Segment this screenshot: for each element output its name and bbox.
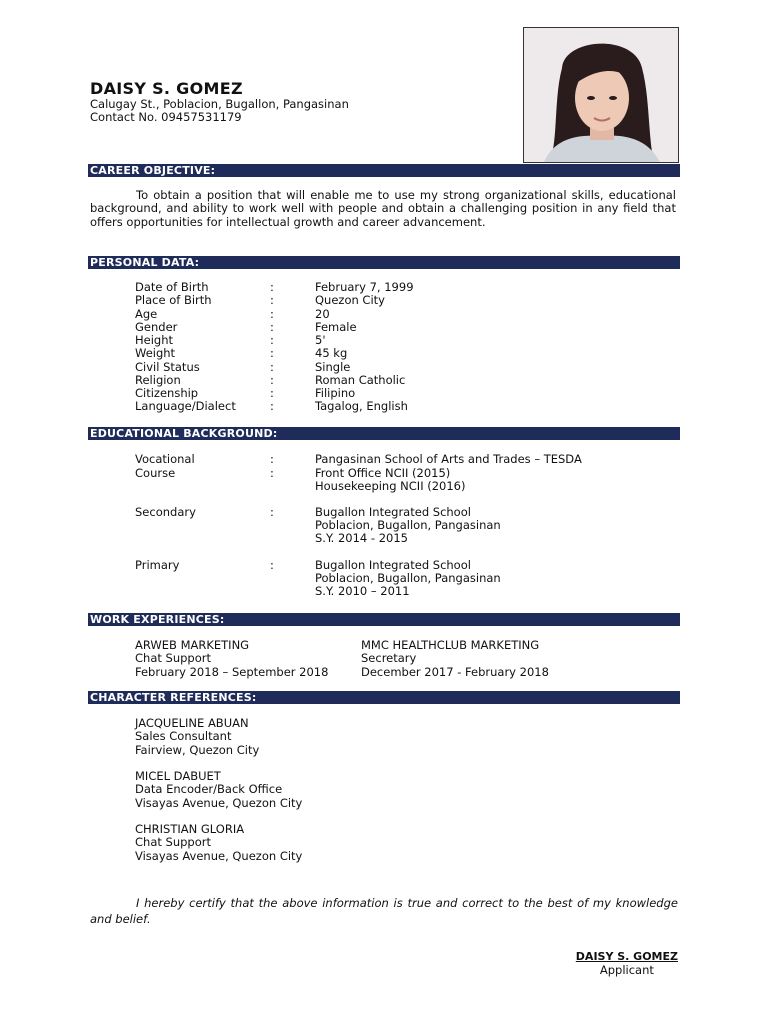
work-period: December 2017 - February 2018 [361,664,549,679]
row-label: Course [135,466,176,480]
row-label: Religion [135,373,181,387]
personal-data-row [135,347,655,360]
row-value: Tagalog, English [315,399,408,413]
row-separator: : [270,399,274,413]
reference-entry [135,770,302,810]
work-position: Secretary [361,651,417,666]
signature-role: Applicant [599,963,654,977]
row-label: Language/Dialect [135,399,236,413]
row-value: S.Y. 2010 – 2011 [315,584,410,598]
row-value: Front Office NCII (2015) [315,466,451,480]
row-label: Citizenship [135,386,199,400]
row-value: 45 kg [315,346,348,360]
personal-data-row [135,321,655,334]
reference-title: Chat Support [135,835,211,850]
signature-block [576,950,678,977]
work-period: February 2018 – September 2018 [135,664,329,679]
row-separator: : [270,320,274,334]
row-label: Weight [135,346,176,360]
row-separator: : [270,346,274,360]
applicant-name: DAISY S. GOMEZ [90,79,243,98]
contact-number: Contact No. 09457531179 [90,110,242,124]
signature-name: DAISY S. GOMEZ [575,950,678,963]
reference-entry [135,823,302,863]
row-separator: : [270,280,274,294]
personal-data-row [135,281,655,294]
row-separator: : [270,307,274,321]
row-label: Place of Birth [135,293,212,307]
personal-data-row [135,374,655,387]
row-label: Secondary [135,505,196,519]
row-value: Bugallon Integrated School [315,558,471,572]
reference-location: Visayas Avenue, Quezon City [135,848,303,863]
row-label: Gender [135,320,178,334]
row-label: Height [135,333,174,347]
reference-location: Visayas Avenue, Quezon City [135,795,303,810]
row-separator: : [270,386,274,400]
address: Calugay St., Poblacion, Bugallon, Pangasinan [90,97,349,111]
row-value: Quezon City [315,293,385,307]
personal-data-row [135,294,655,307]
reference-title: Sales Consultant [135,729,232,744]
row-value: Filipino [315,386,356,400]
portrait-image [524,28,678,162]
row-label: Date of Birth [135,280,209,294]
reference-location: Fairview, Quezon City [135,742,260,757]
row-value: Single [315,360,351,374]
education-row [135,453,655,466]
personal-data-row [135,400,655,413]
reference-title: Data Encoder/Back Office [135,782,283,797]
section-character-references: CHARACTER REFERENCES: [88,691,680,704]
row-separator: : [270,466,274,480]
section-work-experiences: WORK EXPERIENCES: [88,613,680,626]
section-personal-data: PERSONAL DATA: [88,256,680,269]
row-separator: : [270,558,274,572]
row-value: S.Y. 2014 - 2015 [315,531,408,545]
row-value: Pangasinan School of Arts and Trades – TESDA [315,452,582,466]
reference-entry [135,717,259,757]
row-value: 20 [315,307,330,321]
row-label: Primary [135,558,180,572]
row-label: Age [135,307,158,321]
work-entry [135,639,328,679]
row-label: Civil Status [135,360,200,374]
row-label: Vocational [135,452,195,466]
row-separator: : [270,373,274,387]
row-separator: : [270,360,274,374]
personal-data-row [135,308,655,321]
personal-data-row [135,334,655,347]
row-value: Poblacion, Bugallon, Pangasinan [315,518,501,532]
row-value: Bugallon Integrated School [315,505,471,519]
applicant-photo [523,27,679,163]
row-value: Housekeeping NCII (2016) [315,479,466,493]
row-value: Roman Catholic [315,373,406,387]
row-value: Poblacion, Bugallon, Pangasinan [315,571,501,585]
row-value: 5' [315,333,326,347]
work-company: ARWEB MARKETING [135,638,250,652]
education-row [135,480,655,493]
work-entry [361,639,549,679]
certification-statement: I hereby certify that the above information is true and correct to the best of my knowledge and belief. [90,896,678,926]
career-objective-text: To obtain a position that will enable me to use my strong organizational skills, educational background, and ability to work well with people and obtain a challenging position in any field that offers opportunities for intellectual growth and career advancement. [90,188,676,229]
work-position: Chat Support [135,651,211,666]
reference-name: MICEL DABUET [135,769,221,783]
work-company: MMC HEALTHCLUB MARKETING [361,638,540,652]
row-value: Female [315,320,357,334]
education-row [135,585,655,598]
row-separator: : [270,293,274,307]
section-career-objective: CAREER OBJECTIVE: [88,164,680,177]
row-separator: : [270,452,274,466]
reference-name: CHRISTIAN GLORIA [135,822,245,836]
education-row [135,532,655,545]
row-separator: : [270,505,274,519]
section-educational-background: EDUCATIONAL BACKGROUND: [88,427,680,440]
row-value: February 7, 1999 [315,280,414,294]
row-separator: : [270,333,274,347]
reference-name: JACQUELINE ABUAN [135,716,249,730]
